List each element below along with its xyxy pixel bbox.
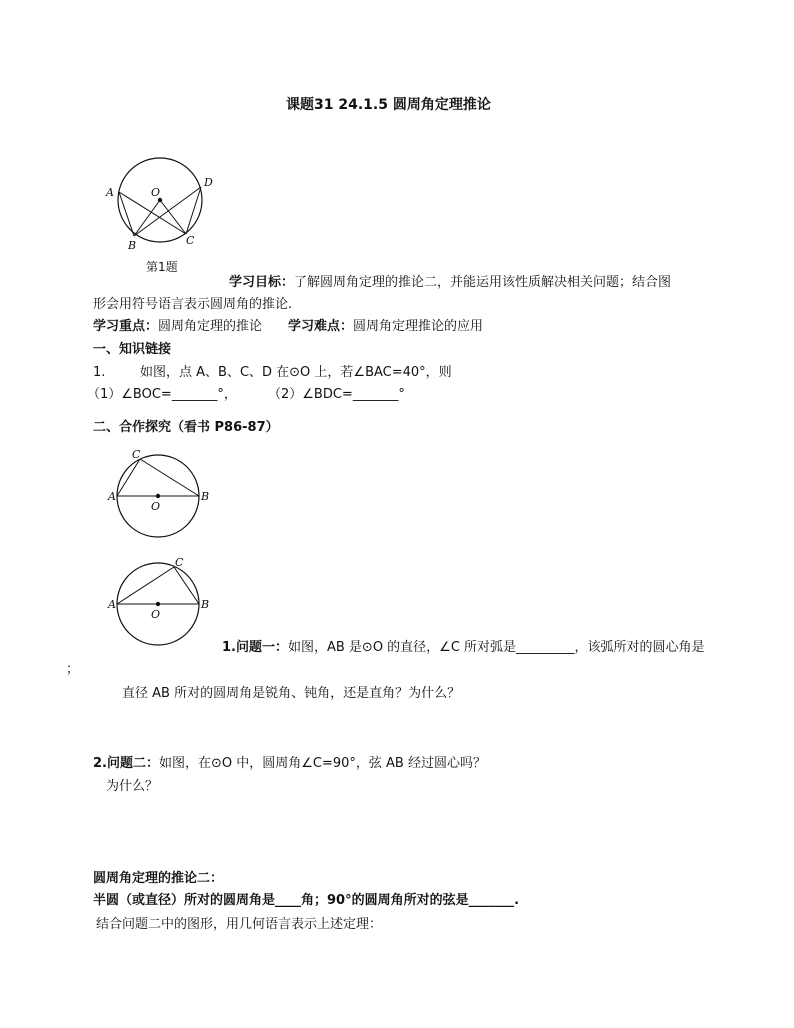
segment-ac xyxy=(117,567,174,604)
label-b: B xyxy=(201,598,210,611)
problem-1-line-2: 直径 AB 所对的圆周角是锐角、钝角，还是直角？为什么？ xyxy=(122,686,461,701)
key-points-text: 圆周角定理的推论 xyxy=(158,319,263,334)
label-b: B xyxy=(201,490,210,503)
problem-2-line-1 xyxy=(93,756,486,772)
label-o: O xyxy=(151,186,161,199)
label-c: C xyxy=(132,448,141,461)
key-points-label: 学习重点： xyxy=(93,319,159,334)
figure-2 xyxy=(100,448,225,543)
label-d: D xyxy=(204,176,213,189)
segment-ob xyxy=(134,200,160,236)
segment-ab xyxy=(119,192,134,236)
label-o: O xyxy=(151,608,161,621)
difficulty-label: 学习难点： xyxy=(288,319,354,334)
label-c: C xyxy=(175,556,184,569)
key-points-line xyxy=(93,319,483,335)
center-point xyxy=(156,602,160,606)
q1-part-1: （1）∠BOC=_______°， xyxy=(87,387,237,402)
label-a: A xyxy=(108,490,116,503)
label-o: O xyxy=(151,500,161,513)
problem-1-line-1 xyxy=(222,640,705,656)
segment-ac xyxy=(117,459,140,496)
figure-1 xyxy=(100,150,230,255)
q1-part-2: （2）∠BDC=_______° xyxy=(268,387,405,402)
difficulty-text: 圆周角定理推论的应用 xyxy=(353,319,484,334)
objectives-line-1 xyxy=(229,275,671,291)
label-a: A xyxy=(108,598,116,611)
q1-number: 1. xyxy=(93,365,106,380)
problem-1-line-1-end: ； xyxy=(66,662,80,677)
problem-1-text-1: 如图，AB 是⊙O 的直径，∠C 所对弧是_________，该弧所对的圆心角是 xyxy=(287,640,705,655)
center-point xyxy=(156,494,160,498)
figure-3 xyxy=(100,556,225,651)
corollary-line-2: 结合问题二中的图形，用几何语言表示上述定理： xyxy=(96,917,383,932)
page-title: 课题31 24.1.5 圆周角定理推论 xyxy=(286,97,491,113)
q1-text: 如图，点 A、B、C、D 在⊙O 上，若∠BAC=40°，则 xyxy=(140,365,452,380)
figure-1-caption: 第1题 xyxy=(146,260,178,274)
corollary-line-1: 半圆（或直径）所对的圆周角是____角；90°的圆周角所对的弦是_______. xyxy=(93,893,520,908)
segment-oc xyxy=(160,200,186,234)
label-b: B xyxy=(128,239,137,252)
segment-cb xyxy=(140,459,199,496)
section-2-heading: 二、合作探究（看书 P86-87） xyxy=(93,420,279,435)
objectives-line-2: 形会用符号语言表示圆周角的推论. xyxy=(93,297,293,312)
objectives-text-1: 了解圆周角定理的推论二，并能运用该性质解决相关问题；结合图 xyxy=(294,275,672,290)
segment-dc xyxy=(186,187,201,234)
label-c: C xyxy=(186,234,195,247)
problem-2-line-2: 为什么？ xyxy=(106,779,159,794)
section-1-heading: 一、知识链接 xyxy=(93,342,172,357)
label-a: A xyxy=(106,186,114,199)
objectives-label: 学习目标： xyxy=(229,275,295,290)
problem-1-label: 1.问题一： xyxy=(222,640,288,655)
corollary-heading: 圆周角定理的推论二： xyxy=(93,871,224,886)
problem-2-label: 2.问题二： xyxy=(93,756,159,771)
problem-2-text-1: 如图，在⊙O 中，圆周角∠C=90°，弦 AB 经过圆心吗？ xyxy=(158,756,486,771)
